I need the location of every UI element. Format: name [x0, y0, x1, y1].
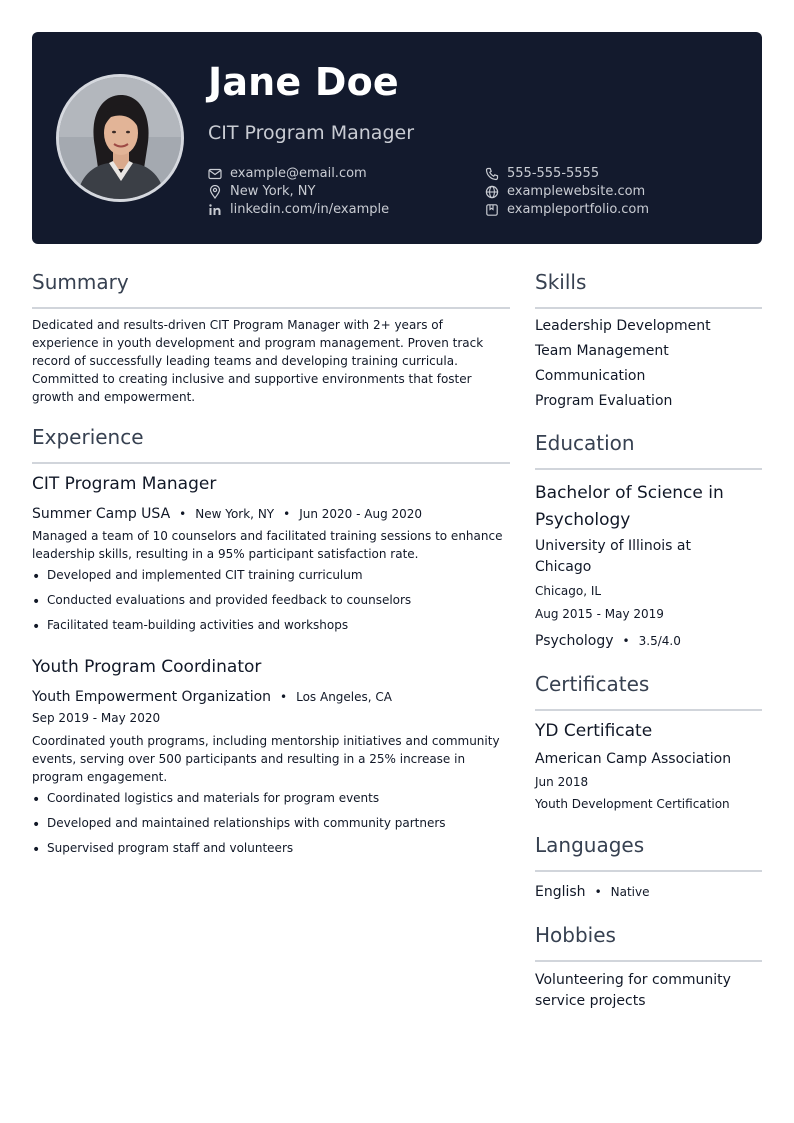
summary-line: record of successfully leading teams and developing training curricula. — [32, 354, 458, 368]
candidate-title: CIT Program Manager — [208, 122, 415, 144]
contact-phone[interactable] — [485, 166, 599, 181]
globe-icon — [485, 185, 499, 199]
summary-line: Dedicated and results-driven CIT Program Manager with 2+ years of — [32, 318, 443, 332]
languages-heading: Languages — [535, 833, 645, 857]
separator-dot: • — [594, 885, 602, 899]
hobbies-divider — [535, 960, 762, 962]
hobby-line: Volunteering for community — [535, 972, 731, 988]
job-org-line — [32, 686, 392, 705]
education-school — [535, 536, 691, 578]
job-location: New York, NY — [195, 507, 275, 521]
education-degree-line: Psychology — [535, 510, 631, 530]
contact-phone-text: 555-555-5555 — [507, 166, 600, 181]
job-bullet: • Developed and maintained relationships with community partners — [47, 816, 446, 830]
job-title: Youth Program Coordinator — [32, 657, 262, 677]
skills-heading: Skills — [535, 270, 587, 294]
contact-portfolio-text: exampleportfolio.com — [507, 202, 649, 217]
contact-linkedin[interactable] — [208, 202, 389, 217]
hobby-item — [535, 970, 731, 1012]
separator-dot: • — [283, 507, 291, 521]
contact-portfolio[interactable] — [485, 202, 649, 217]
certificate-name: YD Certificate — [535, 721, 653, 741]
language-line — [535, 881, 650, 900]
contact-email-text: example@email.com — [230, 166, 367, 181]
summary-line: experience in youth development and program management. Proven track — [32, 336, 484, 350]
certificate-date: Jun 2018 — [535, 775, 589, 789]
separator-dot: • — [622, 634, 630, 648]
education-field: Psychology — [535, 633, 614, 649]
summary-heading: Summary — [32, 270, 129, 294]
contact-location — [208, 184, 315, 199]
summary-divider — [32, 307, 510, 309]
contact-website[interactable] — [485, 184, 645, 199]
summary-text — [32, 316, 512, 406]
skill-item: Leadership Development — [535, 318, 711, 334]
job-description — [32, 732, 512, 786]
job-title: CIT Program Manager — [32, 474, 217, 494]
job-description-line: Coordinated youth programs, including mentorship initiatives and community — [32, 734, 500, 748]
candidate-name: Jane Doe — [208, 60, 399, 104]
job-bullet: • Supervised program staff and volunteers — [47, 841, 293, 855]
job-description-line: program engagement. — [32, 770, 168, 784]
job-bullet: • Coordinated logistics and materials for program events — [47, 791, 379, 805]
certificates-divider — [535, 709, 762, 711]
certificates-heading: Certificates — [535, 672, 650, 696]
education-gpa: 3.5/4.0 — [638, 634, 681, 648]
education-school-line: University of Illinois at — [535, 538, 691, 554]
languages-divider — [535, 870, 762, 872]
job-bullet: • Conducted evaluations and provided feedback to counselors — [47, 593, 411, 607]
certificate-issuer: American Camp Association — [535, 751, 732, 767]
language-level: Native — [610, 885, 650, 899]
job-org-line — [32, 503, 422, 522]
contact-linkedin-text: linkedin.com/in/example — [230, 202, 390, 217]
linkedin-icon — [208, 203, 222, 217]
skills-divider — [535, 307, 762, 309]
separator-dot: • — [280, 690, 288, 704]
contact-location-text: New York, NY — [230, 184, 316, 199]
skill-item: Communication — [535, 368, 646, 384]
summary-line: growth and empowerment. — [32, 390, 196, 404]
education-location: Chicago, IL — [535, 584, 602, 598]
portfolio-icon — [485, 203, 499, 217]
contact-email[interactable] — [208, 166, 367, 181]
phone-icon — [485, 167, 499, 181]
job-dates: Sep 2019 - May 2020 — [32, 711, 161, 725]
education-dates: Aug 2015 - May 2019 — [535, 607, 664, 621]
certificate-description: Youth Development Certification — [535, 797, 730, 811]
job-description — [32, 527, 512, 563]
education-degree — [535, 480, 724, 534]
resume-header — [32, 32, 762, 244]
job-location: Los Angeles, CA — [296, 690, 392, 704]
job-dates: Jun 2020 - Aug 2020 — [299, 507, 423, 521]
location-pin-icon — [208, 185, 222, 199]
experience-heading: Experience — [32, 425, 144, 449]
education-school-line: Chicago — [535, 559, 592, 575]
skill-item: Program Evaluation — [535, 393, 673, 409]
skill-item: Team Management — [535, 343, 669, 359]
job-description-line: leadership skills, resulting in a 95% participant satisfaction rate. — [32, 547, 419, 561]
hobby-line: service projects — [535, 993, 646, 1009]
separator-dot: • — [179, 507, 187, 521]
job-bullet: • Facilitated team-building activities and workshops — [47, 618, 348, 632]
job-organization: Summer Camp USA — [32, 506, 171, 522]
profile-photo-illustration — [59, 77, 181, 199]
language-name: English — [535, 884, 586, 900]
job-organization: Youth Empowerment Organization — [32, 689, 272, 705]
summary-line: Committed to creating inclusive and supportive environments that foster — [32, 372, 472, 386]
job-bullet: • Developed and implemented CIT training curriculum — [47, 568, 363, 582]
mail-icon — [208, 167, 222, 181]
job-description-line: events, serving over 500 participants and resulting in a 25% increase in — [32, 752, 466, 766]
hobbies-heading: Hobbies — [535, 923, 616, 947]
education-field-line — [535, 630, 681, 649]
profile-photo — [56, 74, 184, 202]
job-description-line: Managed a team of 10 counselors and facilitated training sessions to enhance — [32, 529, 503, 543]
contact-website-text: examplewebsite.com — [507, 184, 646, 199]
education-degree-line: Bachelor of Science in — [535, 483, 724, 503]
education-divider — [535, 468, 762, 470]
experience-divider — [32, 462, 510, 464]
education-heading: Education — [535, 431, 635, 455]
